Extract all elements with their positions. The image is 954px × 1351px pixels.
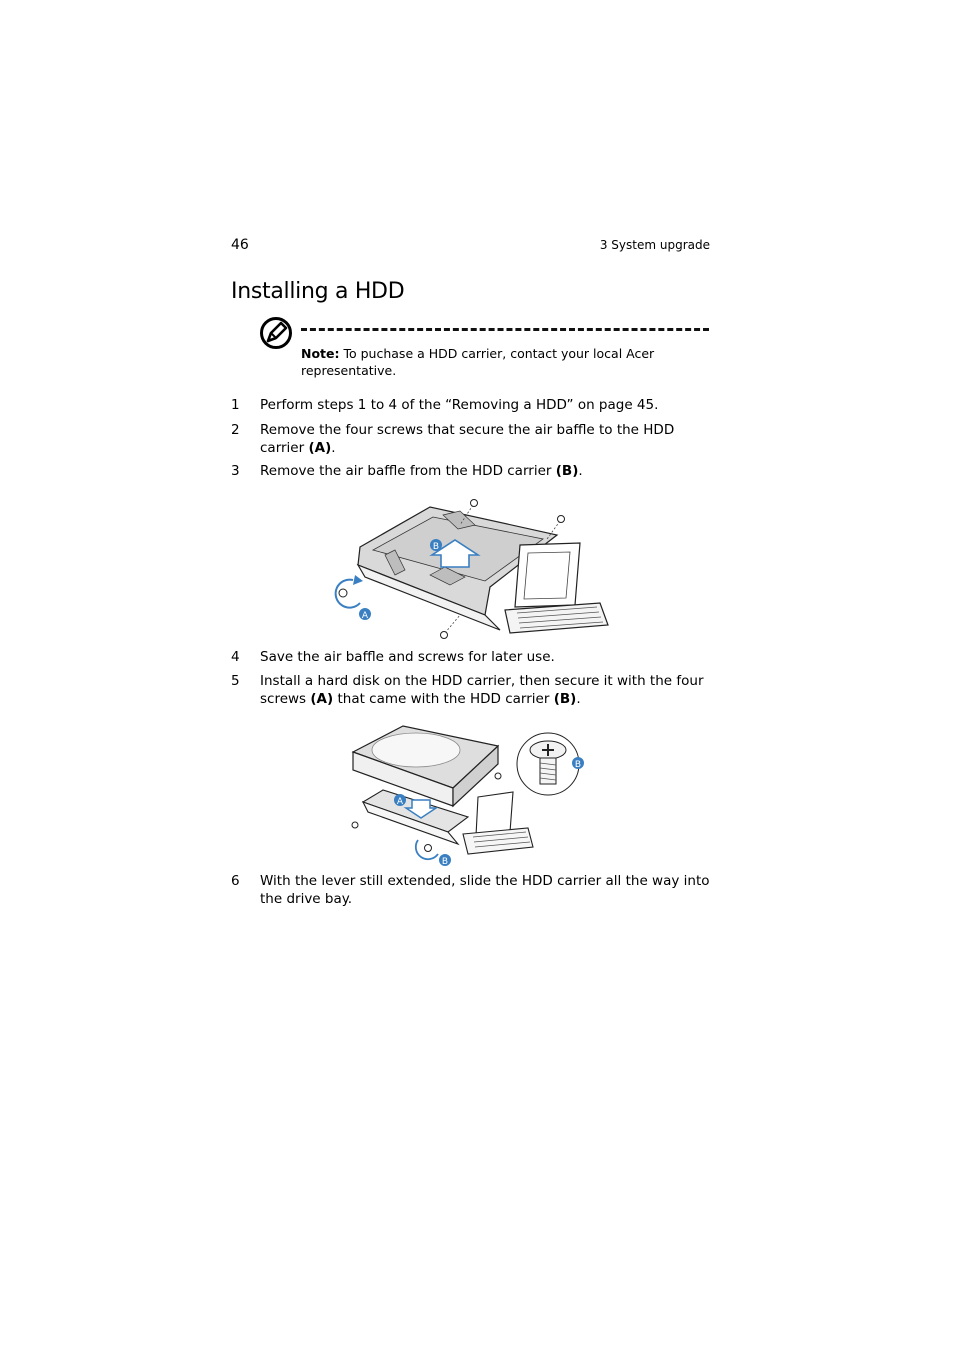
step-text: Remove the air baffle from the HDD carrier (B). <box>260 463 583 479</box>
callout-ref-b: (B) <box>555 463 579 479</box>
step-number: 1 <box>231 397 240 413</box>
callout-b: B <box>432 542 440 552</box>
step-number: 6 <box>231 873 240 889</box>
step-text: With the lever still extended, slide the HDD carrier all the way into the drive bay. <box>260 873 710 907</box>
running-header: 3 System upgrade <box>599 238 710 252</box>
callout-ref-b: (B) <box>553 690 577 707</box>
callout-a: A <box>361 611 369 621</box>
note-label: Note: <box>301 346 340 361</box>
figure-remove-air-baffle <box>325 495 615 645</box>
step-number: 3 <box>231 463 240 479</box>
step-2 <box>231 422 711 457</box>
callout-ref-a: (A) <box>308 439 332 456</box>
callout-a: A <box>396 797 404 807</box>
step-5 <box>231 673 711 708</box>
step-text: Remove the four screws that secure the air baffle to the HDD carrier (A). <box>260 422 675 456</box>
figure-install-hard-disk <box>348 722 588 870</box>
callout-ref-a: (A) <box>310 690 334 707</box>
step-text: Install a hard disk on the HDD carrier, then secure it with the four screws (A) that came with the HDD carrier (B). <box>260 673 704 707</box>
callout-b-2: B <box>441 857 449 867</box>
callout-b: B <box>574 760 582 770</box>
step-6 <box>231 873 711 908</box>
step-3 <box>231 463 711 481</box>
note-divider <box>301 328 709 331</box>
step-text: Save the air baffle and screws for later use. <box>260 649 555 665</box>
page-number: 46 <box>231 237 249 253</box>
step-number: 5 <box>231 673 240 689</box>
section-title: Installing a HDD <box>231 279 405 304</box>
note-text <box>301 346 681 379</box>
step-number: 4 <box>231 649 240 665</box>
note-pencil-icon <box>259 316 293 350</box>
step-text: Perform steps 1 to 4 of the “Removing a HDD” on page 45. <box>260 397 659 413</box>
note-body: To puchase a HDD carrier, contact your local Acer representative. <box>301 346 655 378</box>
step-number: 2 <box>231 422 240 438</box>
step-1 <box>231 397 711 415</box>
step-4 <box>231 649 711 667</box>
